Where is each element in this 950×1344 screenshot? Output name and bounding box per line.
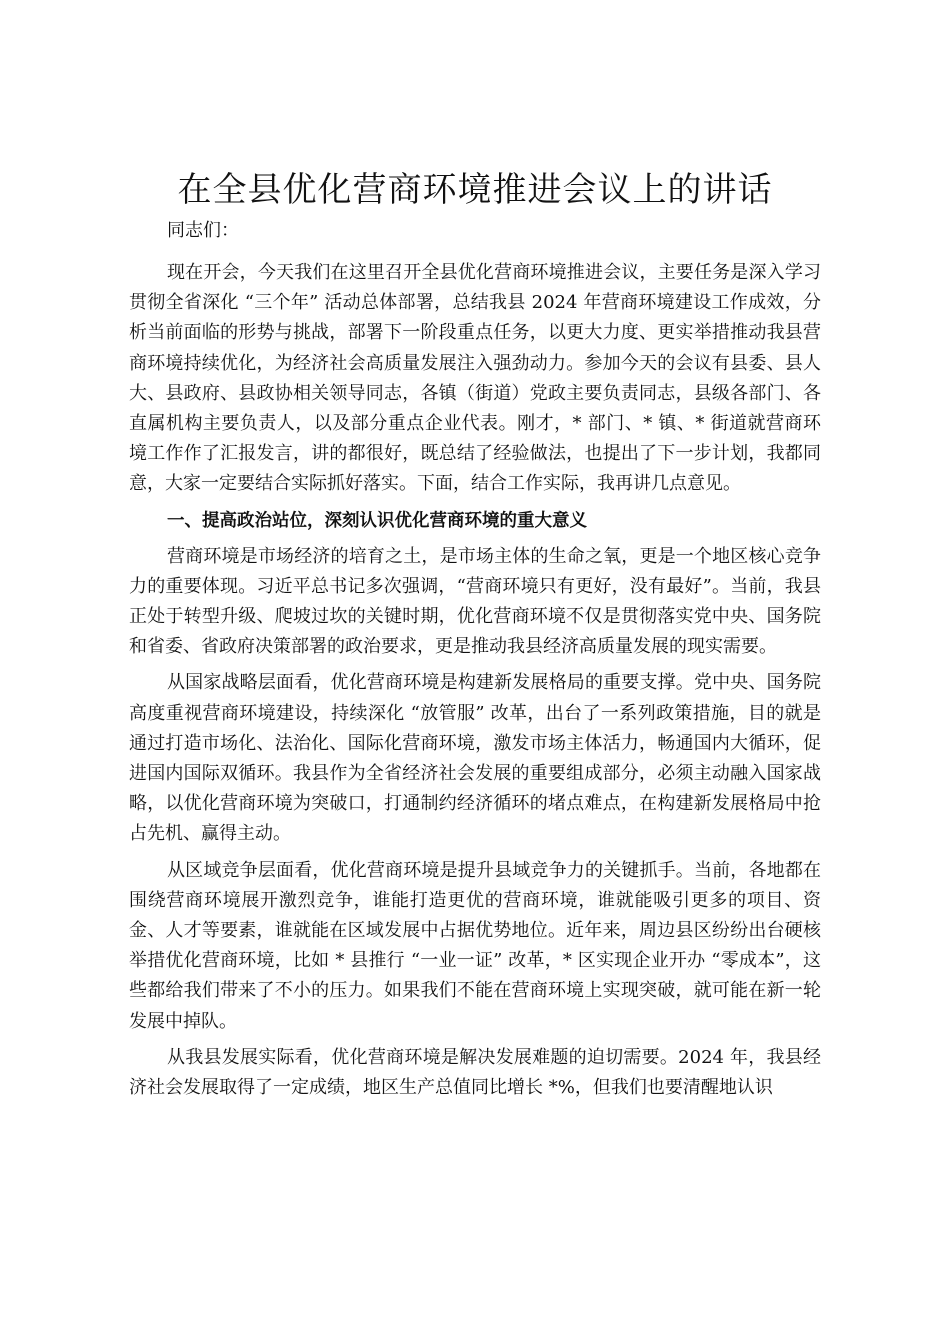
section-paragraph: 从国家战略层面看，优化营商环境是构建新发展格局的重要支撑。党中央、国务院高度重视营商环境建设，持续深化 “放管服” 改革，出台了一系列政策措施，目的就是通过打造市场化、法治化、国际化营商环境，激发市场主体活力，畅通国内大循环，促进国内国际双循环。我县作为全省经济社会发展的重要组成部分，必须主动融入国家战略，以优化营商环境为突破口，打通制约经济循环的堵点难点，在构建新发展格局中抢占先机、赢得主动。 xyxy=(129,672,821,845)
section-paragraph: 从区域竞争层面看，优化营商环境是提升县域竞争力的关键抓手。当前，各地都在围绕营商环境展开激烈竞争，谁能打造更优的营商环境，谁就能吸引更多的项目、资金、人才等要素，谁就能在区域发展中占据优势地位。近年来，周边县区纷纷出台硬核举措优化营商环境，比如 * 县推行 “一业一证” 改革，* 区实现企业开办 “零成本”，这些都给我们带来了不小的压力。如果我们不能在营商环境上实现突破，就可能在新一轮发展中掉队。 xyxy=(129,859,821,1032)
section-heading: 一、提高政治站位，深刻认识优化营商环境的重大意义 xyxy=(167,510,587,531)
section-paragraph: 从我县发展实际看，优化营商环境是解决发展难题的迫切需要。2024 年，我县经济社会发展取得了一定成绩，地区生产总值同比增长 *%，但我们也要清醒地认识 xyxy=(129,1046,821,1099)
document-page xyxy=(129,166,821,1109)
salutation: 同志们： xyxy=(167,220,239,241)
document-title: 在全县优化营商环境推进会议上的讲话 xyxy=(177,170,773,210)
opening-paragraph: 现在开会，今天我们在这里召开全县优化营商环境推进会议，主要任务是深入学习贯彻全省深化 “三个年” 活动总体部署，总结我县 2024 年营商环境建设工作成效，分析当前面临的形势与挑战，部署下一阶段重点任务，以更大力度、更实举措推动我县营商环境持续优化，为经济社会高质量发展注入强劲动力。参加今天的会议有县委、县人大、县政府、县政协相关领导同志，各镇（街道）党政主要负责同志，县级各部门、各直属机构主要负责人，以及部分重点企业代表。刚才，* 部门、* 镇、* 街道就营商环境工作作了汇报发言，讲的都很好，既总结了经验做法，也提出了下一步计划，我都同意，大家一定要结合实际抓好落实。下面，结合工作实际，我再讲几点意见。 xyxy=(129,262,821,495)
section-paragraph: 营商环境是市场经济的培育之土，是市场主体的生命之氧，更是一个地区核心竞争力的重要体现。习近平总书记多次强调，“营商环境只有更好，没有最好”。当前，我县正处于转型升级、爬坡过坎的关键时期，优化营商环境不仅是贯彻落实党中央、国务院和省委、省政府决策部署的政治要求，更是推动我县经济高质量发展的现实需要。 xyxy=(129,545,821,658)
